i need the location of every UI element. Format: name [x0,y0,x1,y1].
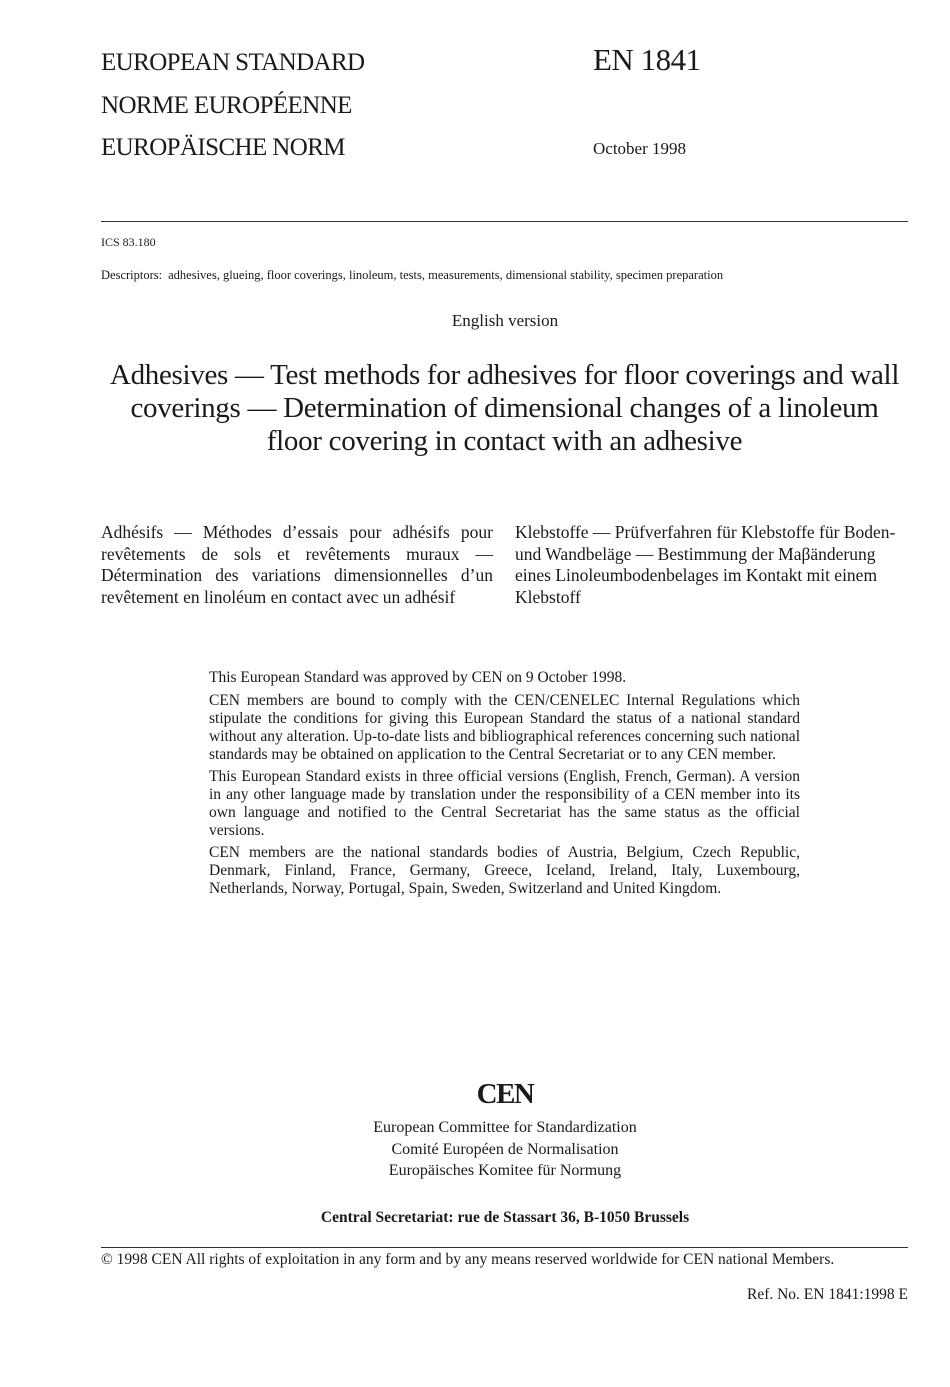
approval-paragraph: This European Standard was approved by CEN on 9 October 1998. [209,669,627,686]
cen-name-fr: Comité Européen de Normalisation [391,1140,619,1158]
header-divider [101,221,908,222]
approval-paragraph: CEN members are the national standards bodies of Austria, Belgium, Czech Republic, Denmark, Finland, France, Germany, Greece, Iceland, Ireland, Italy, Luxembourg, Netherlands, Norway, Portugal, Spain, Sweden, Switzerland and United Kingdom. [209,844,800,897]
reference-number: Ref. No. EN 1841:1998 E [746,1286,908,1303]
copyright-notice: © 1998 CEN All rights of exploitation in any form and by any means reserved worldwide for CEN national Members. [101,1251,835,1268]
standard-number: EN 1841 [593,42,701,77]
footer-divider [101,1247,908,1248]
cen-name-en: European Committee for Standardization [373,1119,637,1136]
standard-title-en: EUROPEAN STANDARD [101,49,365,76]
approval-paragraph: CEN members are bound to comply with the CEN/CENELEC Internal Regulations which stipulate the conditions for giving this European Standard the status of a national standard without any alteration. Up-to-date lists and bibliographical references concerning such national standards may be obtained on application to the Central Secretariat or to any CEN member. [209,692,800,763]
cen-logo: CEN [476,1078,534,1110]
central-secretariat: Central Secretariat: rue de Stassart 36, B-1050 Brussels [320,1209,690,1226]
cen-name-de: Europäisches Komitee für Normung [388,1162,622,1179]
approval-paragraph: This European Standard exists in three official versions (English, French, German). A version in any other language made by translation under the responsibility of a CEN member into its own language and notified to the Central Secretariat has the same status as the official versions. [209,768,800,839]
ics-code: ICS 83.180 [101,235,156,249]
descriptors [101,268,723,283]
descriptors-text: adhesives, glueing, floor coverings, linoleum, tests, measurements, dimensional stability, specimen preparation [168,268,724,282]
cen-names [0,1117,950,1182]
document-title-en: Adhesives — Test methods for adhesives for floor coverings and wall coverings — Determination of dimensional changes of a linoleum floor covering in contact with an adhesive [109,359,900,457]
document-title-de: Klebstoffe — Prüfverfahren für Klebstoffe für Boden- und Wandbeläge — Bestimmung der Maβänderung eines Linoleumbodenbelages im Kontakt mit einem Klebstoff [515,522,896,607]
standard-title-fr: NORME EUROPÉENNE [101,92,352,119]
document-title-fr: Adhésifs — Méthodes d’essais pour adhésifs pour revêtements de sols et revêtements muraux — Détermination des variations dimensionnelles d’un revêtement en linoléum en contact avec un adhésif [101,522,493,607]
version-label: English version [451,311,559,330]
publication-date: October 1998 [593,139,687,158]
approval-notice [209,669,800,902]
descriptors-label: Descriptors: [101,268,163,282]
standard-title-de: EUROPÄISCHE NORM [101,134,345,161]
